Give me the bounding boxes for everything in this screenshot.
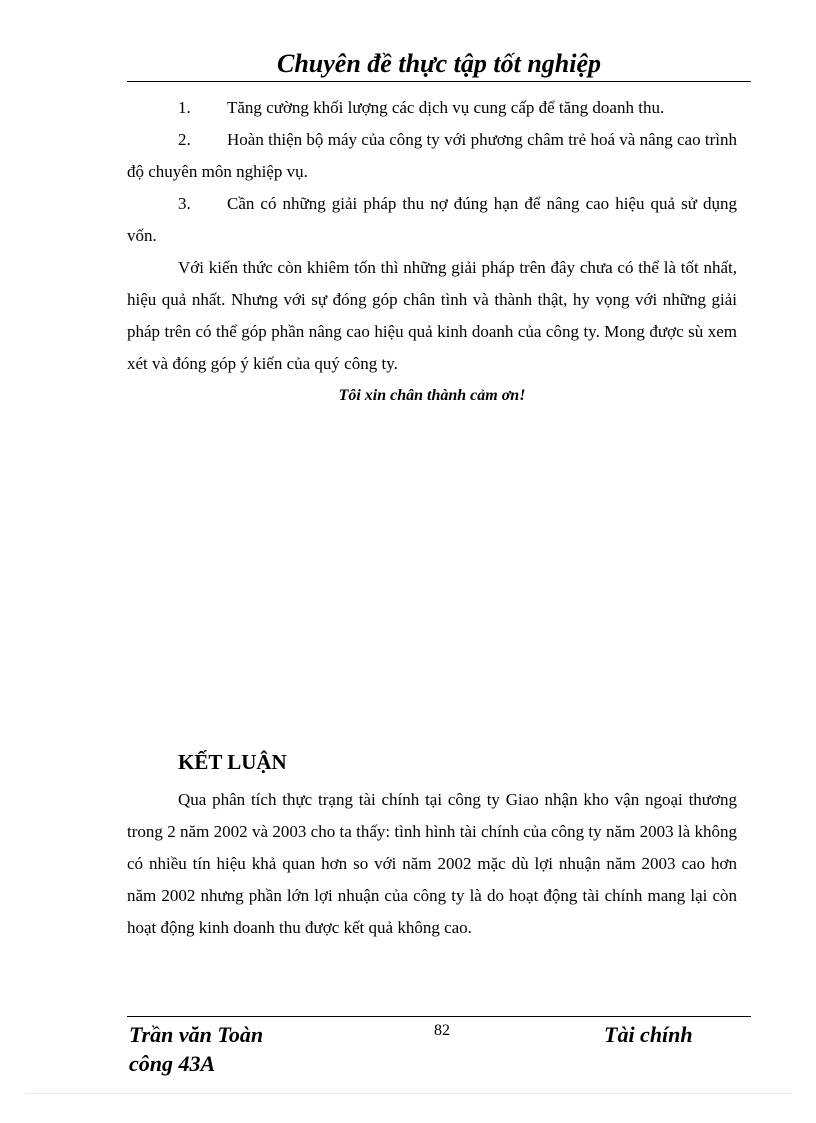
list-text: Cần có những giải pháp thu nợ đúng hạn để nâng cao hiệu quả sử dụng vốn. <box>127 194 737 245</box>
list-number: 3. <box>178 194 191 213</box>
footer-author <box>129 1020 263 1078</box>
footer-author-line-1: Trần văn Toàn <box>129 1022 264 1047</box>
footer-author-line-2: công 43A <box>129 1051 216 1076</box>
list-item-3 <box>127 188 737 252</box>
footer-department: Tài chính <box>604 1022 693 1047</box>
closing-paragraph: Với kiến thức còn khiêm tốn thì những giải pháp trên đây chưa có thể là tốt nhất, hiệu quả nhất. Nhưng với sự đóng góp chân tình và thành thật, hy vọng với những giải pháp trên có thể góp phần nâng cao hiệu quả kinh doanh của công ty. Mong được sù xem xét và đóng góp ý kiến của quý công ty. <box>127 258 737 373</box>
conclusion-paragraph: Qua phân tích thực trạng tài chính tại công ty Giao nhận kho vận ngoại thương trong 2 năm 2002 và 2003 cho ta thấy: tình hình tài chính của công ty năm 2003 là không có nhiều tín hiệu khả quan hơn so với năm 2002 mặc dù lợi nhuận năm 2003 cao hơn năm 2002 nhưng phần lớn lợi nhuận của công ty là do hoạt động tài chính mang lại còn hoạt động kinh doanh thu được kết quả không cao. <box>127 790 737 937</box>
thank-you-line: Tôi xin chân thành cảm ơn! <box>338 387 526 404</box>
list-number: 2. <box>178 130 191 149</box>
list-text: Tăng cường khối lượng các dịch vụ cung cấp để tăng doanh thu. <box>227 98 665 117</box>
list-number: 1. <box>178 98 191 117</box>
page-header-title: Chuyên đề thực tập tốt nghiệp <box>277 49 601 78</box>
list-item-1 <box>127 92 737 124</box>
upper-section <box>127 92 737 412</box>
conclusion-section <box>127 784 737 944</box>
page-bottom-dotted-line <box>25 1093 791 1094</box>
conclusion-heading: KẾT LUẬN <box>178 750 287 774</box>
header-divider <box>127 81 751 82</box>
list-text: Hoàn thiện bộ máy của công ty với phương châm trẻ hoá và nâng cao trình độ chuyên môn nghiệp vụ. <box>127 130 737 181</box>
footer-divider <box>127 1016 751 1017</box>
page-number: 82 <box>434 1022 450 1039</box>
list-item-2 <box>127 124 737 188</box>
